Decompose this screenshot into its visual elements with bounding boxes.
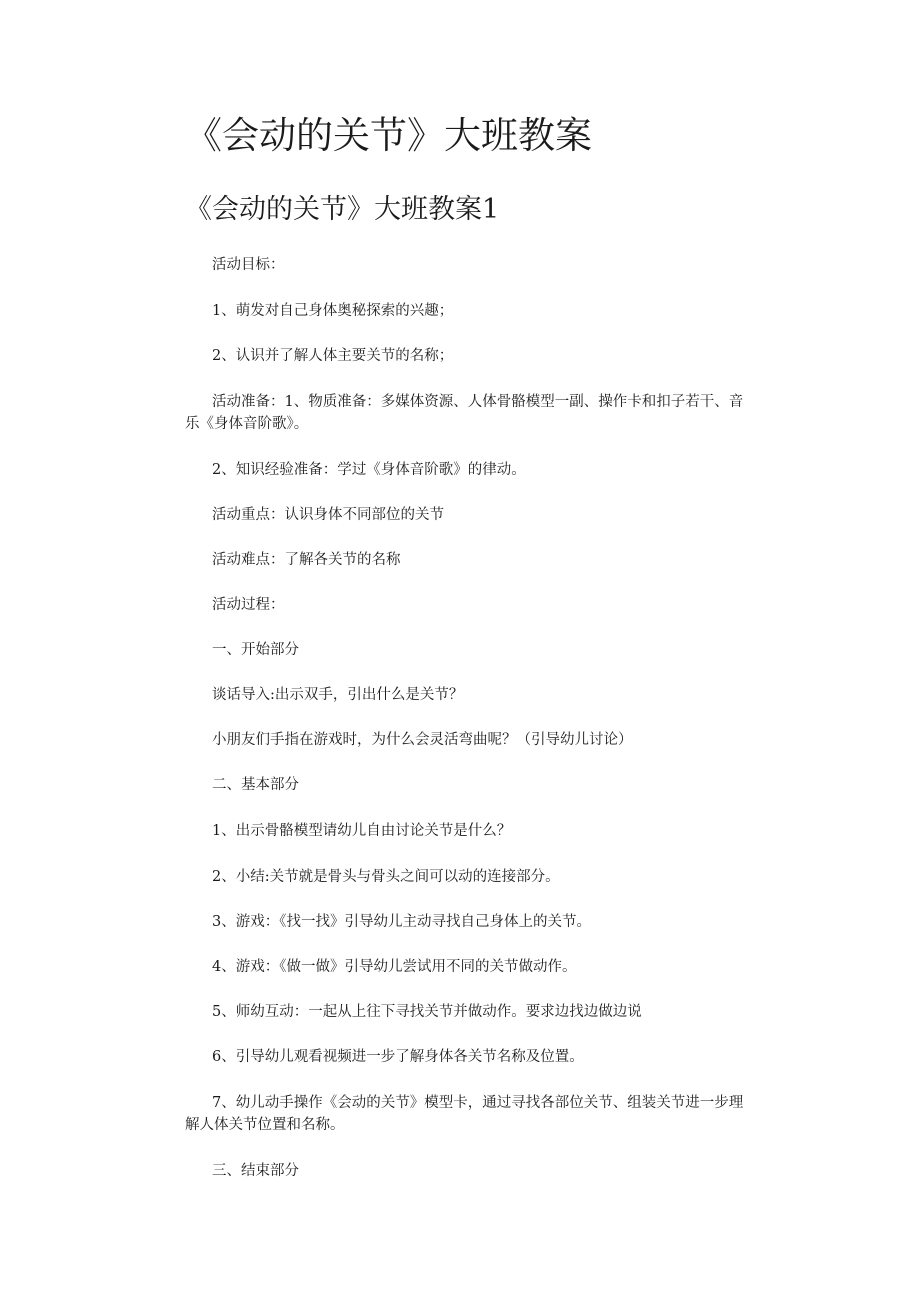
paragraph-difficulty: 活动难点：了解各关节的名称: [212, 552, 401, 568]
paragraph-step-1: 1、出示骨骼模型请幼儿自由讨论关节是什么？: [212, 823, 512, 839]
paragraph-preparation: 活动准备：1、物质准备：多媒体资源、人体骨骼模型一副、操作卡和扣子若干、音乐《身体音阶歌》。: [185, 394, 744, 432]
paragraph-step-7: 7、幼儿动手操作《会动的关节》模型卡，通过寻找各部位关节、组装关节进一步理解人体关节位置和名称。: [185, 1095, 744, 1133]
paragraph-question: 小朋友们手指在游戏时，为什么会灵活弯曲呢？（引导幼儿讨论）: [212, 732, 633, 748]
paragraph-goal-2: 2、认识并了解人体主要关节的名称；: [212, 348, 454, 364]
paragraph-key-point: 活动重点：认识身体不同部位的关节: [212, 507, 444, 523]
paragraph-knowledge-preparation: 2、知识经验准备：学过《身体音阶歌》的律动。: [212, 462, 526, 478]
paragraph-step-5: 5、师幼互动：一起从上往下寻找关节并做动作。要求边找边做边说: [212, 1004, 642, 1020]
paragraph-part-two: 二、基本部分: [212, 777, 299, 793]
paragraph-introduction: 谈话导入:出示双手，引出什么是关节？: [212, 687, 464, 703]
paragraph-step-3: 3、游戏：《找一找》引导幼儿主动寻找自己身体上的关节。: [212, 914, 591, 930]
paragraph-goal-1: 1、萌发对自己身体奥秘探索的兴趣；: [212, 303, 454, 319]
section-heading: 《会动的关节》大班教案1: [185, 194, 500, 225]
paragraph-part-one: 一、开始部分: [212, 642, 299, 658]
paragraph-step-2: 2、小结:关节就是骨头与骨头之间可以动的连接部分。: [212, 869, 560, 885]
paragraph-part-three: 三、结束部分: [212, 1163, 299, 1179]
paragraph-process: 活动过程：: [212, 597, 285, 613]
paragraph-step-6: 6、引导幼儿观看视频进一步了解身体各关节名称及位置。: [212, 1049, 584, 1065]
paragraph-step-4: 4、游戏：《做一做》引导幼儿尝试用不同的关节做动作。: [212, 959, 577, 975]
paragraph-activity-goals: 活动目标：: [212, 257, 285, 273]
document-title: 《会动的关节》大班教案: [185, 114, 592, 157]
